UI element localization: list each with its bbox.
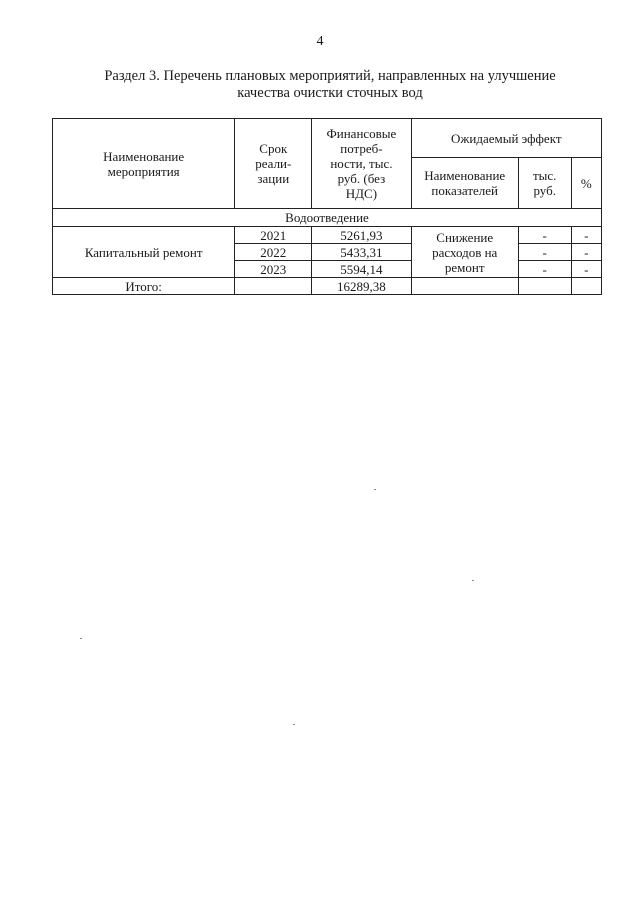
effect-line: Снижение	[436, 229, 494, 245]
header-activity-line: мероприятия	[107, 163, 180, 179]
percent-cell: -	[571, 261, 601, 278]
header-percent: %	[571, 158, 601, 209]
year-cell: 2023	[235, 261, 312, 278]
header-term-line: Срок	[259, 141, 288, 156]
header-term-line: зации	[257, 171, 290, 186]
thousand-rub-cell: -	[518, 261, 571, 278]
header-indicator-line: Наименование	[424, 168, 506, 183]
percent-cell: -	[571, 227, 601, 244]
year-cell: 2021	[235, 227, 312, 244]
header-row-1	[53, 119, 602, 158]
header-indicator-name	[411, 158, 518, 209]
header-term	[235, 119, 312, 209]
header-financing	[312, 119, 411, 209]
header-financing-line: потреб-	[340, 141, 383, 156]
header-thousand-rub-line: тыс.	[533, 168, 557, 183]
percent-cell: -	[571, 244, 601, 261]
header-thousand-rub-line: руб.	[533, 183, 556, 198]
scan-speck	[472, 580, 474, 581]
thousand-rub-cell: -	[518, 227, 571, 244]
planned-activities-table	[52, 118, 602, 295]
amount-cell: 5261,93	[312, 227, 411, 244]
amount-cell: 5594,14	[312, 261, 411, 278]
header-financing-line: Финансовые	[326, 126, 397, 141]
scan-speck	[374, 489, 376, 490]
thousand-rub-cell: -	[518, 244, 571, 261]
header-indicator-line: показателей	[431, 183, 498, 198]
table-row	[53, 227, 602, 244]
total-indicator-cell	[411, 278, 518, 295]
section-label: Водоотведение	[53, 209, 602, 227]
header-thousand-rub	[518, 158, 571, 209]
scan-speck	[293, 724, 295, 725]
year-cell: 2022	[235, 244, 312, 261]
total-percent-cell	[571, 278, 601, 295]
activity-cell: Капитальный ремонт	[53, 227, 235, 278]
effect-line: ремонт	[444, 259, 485, 275]
section-title-line-2: качества очистки сточных вод	[237, 85, 423, 101]
header-term-line: реали-	[255, 156, 292, 171]
amount-cell: 5433,31	[312, 244, 411, 261]
scan-speck	[80, 638, 82, 639]
total-term-cell	[235, 278, 312, 295]
header-financing-line: НДС)	[345, 186, 378, 201]
header-activity	[53, 119, 235, 209]
effect-cell	[411, 227, 518, 278]
section-title-line-1: Раздел 3. Перечень плановых мероприятий, направленных на улучшение	[104, 68, 556, 84]
header-financing-line: ности, тыс.	[330, 156, 393, 171]
effect-line: расходов на	[432, 244, 498, 260]
page-number: 4	[316, 34, 324, 49]
header-expected-effect: Ожидаемый эффект	[411, 119, 601, 158]
section-title	[60, 68, 600, 102]
total-label: Итого:	[53, 278, 235, 295]
total-amount: 16289,38	[312, 278, 411, 295]
header-financing-line: руб. (без	[337, 171, 386, 186]
section-row	[53, 209, 602, 227]
total-row	[53, 278, 602, 295]
total-thousand-rub-cell	[518, 278, 571, 295]
header-activity-line: Наименование	[103, 148, 185, 164]
